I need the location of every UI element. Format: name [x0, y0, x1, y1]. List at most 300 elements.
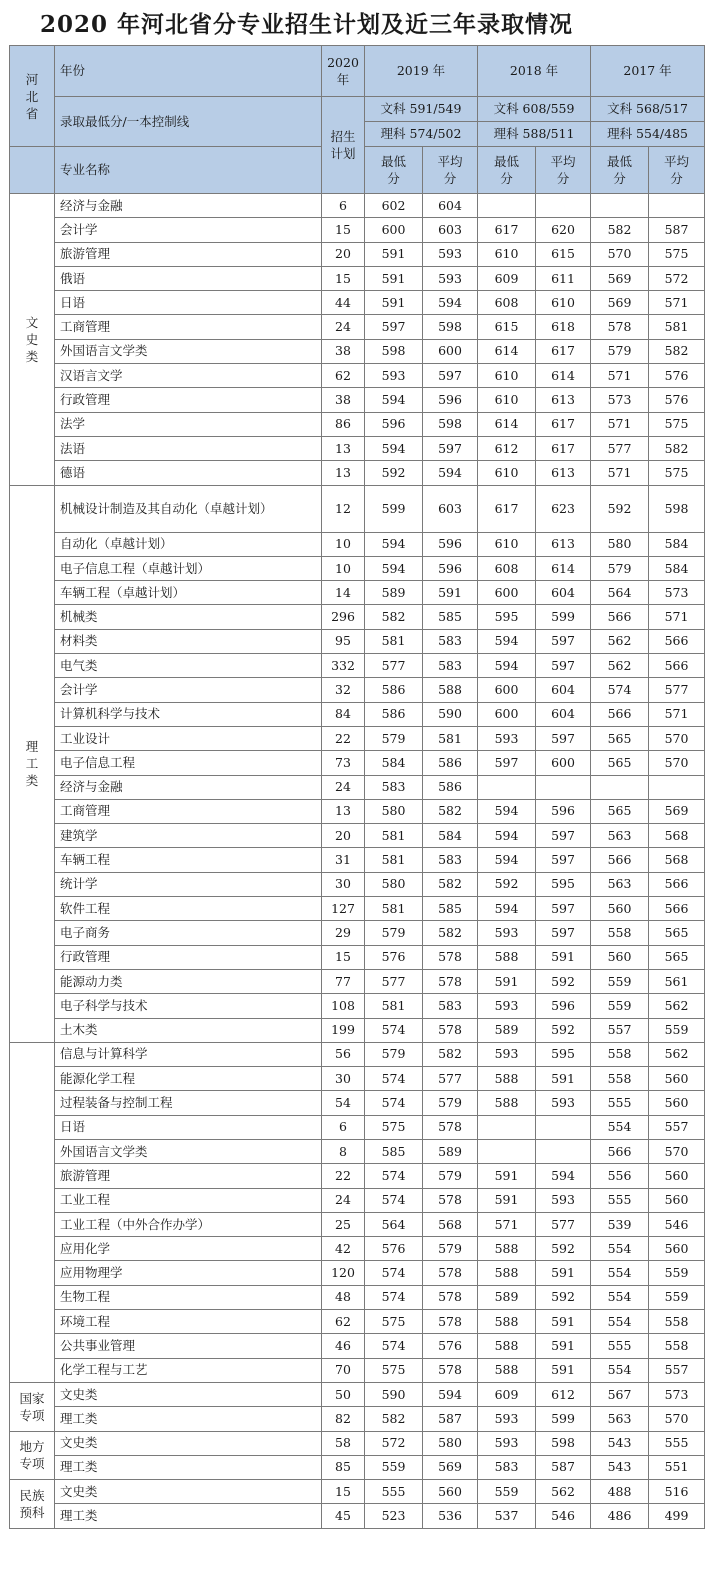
score-cell: 573: [649, 1382, 705, 1406]
avg-2019: 平均分: [423, 147, 478, 194]
score-cell: 6: [322, 194, 365, 218]
score-cell: 600: [478, 702, 536, 726]
score-cell: 597: [478, 751, 536, 775]
score-cell: 589: [478, 1018, 536, 1042]
major-name: 工业工程（中外合作办学）: [55, 1212, 322, 1236]
table-row: [10, 291, 705, 315]
score-cell: 558: [649, 1334, 705, 1358]
score-cell: 620: [536, 218, 591, 242]
major-name: 土木类: [55, 1018, 322, 1042]
score-cell: 558: [591, 1067, 649, 1091]
score-cell: 586: [423, 751, 478, 775]
score-cell: 559: [591, 994, 649, 1018]
score-cell: 594: [365, 388, 423, 412]
score-cell: 578: [423, 1188, 478, 1212]
score-cell: 599: [536, 605, 591, 629]
score-cell: 22: [322, 1164, 365, 1188]
score-cell: 559: [478, 1480, 536, 1504]
score-cell: 578: [423, 1310, 478, 1334]
major-name: 车辆工程: [55, 848, 322, 872]
major-name: 建筑学: [55, 824, 322, 848]
province-cell: 河北省: [10, 46, 55, 147]
score-cell: 559: [365, 1455, 423, 1479]
score-cell: 615: [536, 242, 591, 266]
score-cell: 594: [478, 799, 536, 823]
score-cell: 332: [322, 654, 365, 678]
score-cell: 574: [365, 1091, 423, 1115]
score-cell: 603: [423, 218, 478, 242]
major-name: 德语: [55, 461, 322, 485]
major-name: 过程装备与控制工程: [55, 1091, 322, 1115]
score-cell: 568: [649, 848, 705, 872]
score-cell: 608: [478, 556, 536, 580]
table-row: [10, 1358, 705, 1382]
score-cell: 577: [365, 969, 423, 993]
min-line-label: 录取最低分/一本控制线: [55, 97, 322, 147]
score-cell: 574: [365, 1334, 423, 1358]
score-cell: 567: [591, 1382, 649, 1406]
major-name: 自动化（卓越计划）: [55, 532, 322, 556]
score-cell: 604: [536, 581, 591, 605]
score-cell: 108: [322, 994, 365, 1018]
score-cell: 614: [536, 364, 591, 388]
score-cell: 588: [478, 945, 536, 969]
score-cell: 554: [591, 1261, 649, 1285]
score-cell: 576: [649, 364, 705, 388]
score-cell: 568: [423, 1212, 478, 1236]
score-cell: 30: [322, 1067, 365, 1091]
score-cell: 571: [591, 461, 649, 485]
score-cell: 594: [478, 848, 536, 872]
score-cell: 586: [365, 702, 423, 726]
score-cell: 560: [649, 1164, 705, 1188]
score-cell: 593: [423, 242, 478, 266]
year-2019: 2019 年: [365, 46, 478, 97]
score-cell: 613: [536, 461, 591, 485]
score-cell: 583: [423, 848, 478, 872]
score-cell: 578: [423, 1018, 478, 1042]
table-row: [10, 1407, 705, 1431]
score-cell: 592: [536, 1237, 591, 1261]
table-row: [10, 1504, 705, 1528]
major-name: 电子科学与技术: [55, 994, 322, 1018]
score-cell: 585: [365, 1139, 423, 1163]
score-cell: 588: [478, 1358, 536, 1382]
score-cell: 15: [322, 218, 365, 242]
score-cell: 595: [536, 872, 591, 896]
score-cell: 120: [322, 1261, 365, 1285]
score-cell: [591, 775, 649, 799]
score-cell: 579: [423, 1091, 478, 1115]
score-cell: 559: [649, 1261, 705, 1285]
score-cell: 574: [591, 678, 649, 702]
score-cell: 594: [365, 556, 423, 580]
score-cell: 566: [649, 654, 705, 678]
table-row: [10, 485, 705, 532]
major-name: 经济与金融: [55, 194, 322, 218]
score-cell: 12: [322, 485, 365, 532]
score-cell: 555: [365, 1480, 423, 1504]
score-cell: 571: [649, 605, 705, 629]
major-name: 公共事业管理: [55, 1334, 322, 1358]
score-cell: 600: [423, 339, 478, 363]
score-cell: 588: [478, 1310, 536, 1334]
score-cell: 584: [423, 824, 478, 848]
score-cell: 617: [478, 218, 536, 242]
score-cell: 597: [423, 364, 478, 388]
score-cell: 543: [591, 1455, 649, 1479]
score-cell: 572: [365, 1431, 423, 1455]
score-cell: 551: [649, 1455, 705, 1479]
score-cell: 617: [536, 339, 591, 363]
group-label: [10, 1042, 55, 1382]
score-cell: 586: [365, 678, 423, 702]
score-cell: 578: [423, 1358, 478, 1382]
table-row: [10, 969, 705, 993]
table-row: [10, 315, 705, 339]
score-cell: 570: [649, 1139, 705, 1163]
major-name: 电子信息工程: [55, 751, 322, 775]
score-cell: 612: [478, 436, 536, 460]
score-cell: [649, 775, 705, 799]
score-cell: 587: [536, 1455, 591, 1479]
score-cell: 573: [591, 388, 649, 412]
score-cell: 565: [649, 945, 705, 969]
score-cell: 610: [478, 461, 536, 485]
table-row: [10, 702, 705, 726]
admission-table: [9, 45, 705, 1529]
score-cell: 581: [365, 897, 423, 921]
score-cell: 554: [591, 1115, 649, 1139]
score-cell: 557: [649, 1358, 705, 1382]
score-cell: 38: [322, 339, 365, 363]
score-cell: 559: [649, 1018, 705, 1042]
score-cell: [536, 1139, 591, 1163]
major-name: 机械设计制造及其自动化（卓越计划）: [55, 485, 322, 532]
score-cell: 587: [649, 218, 705, 242]
score-cell: [478, 775, 536, 799]
score-cell: 599: [536, 1407, 591, 1431]
avg-2018: 平均分: [536, 147, 591, 194]
table-row: [10, 897, 705, 921]
score-cell: 604: [423, 194, 478, 218]
score-cell: 8: [322, 1139, 365, 1163]
score-cell: 86: [322, 412, 365, 436]
score-cell: 563: [591, 1407, 649, 1431]
min-2017: 最低分: [591, 147, 649, 194]
lk-2017: 理科 554/485: [591, 122, 705, 147]
score-cell: 559: [649, 1285, 705, 1309]
score-cell: 15: [322, 266, 365, 290]
score-cell: 611: [536, 266, 591, 290]
group-label: 理工类: [10, 485, 55, 1042]
score-cell: 583: [423, 654, 478, 678]
score-cell: 572: [649, 266, 705, 290]
score-cell: 592: [536, 1285, 591, 1309]
score-cell: 13: [322, 461, 365, 485]
score-cell: 85: [322, 1455, 365, 1479]
score-cell: 48: [322, 1285, 365, 1309]
score-cell: 560: [423, 1480, 478, 1504]
score-cell: 582: [423, 799, 478, 823]
score-cell: 596: [423, 388, 478, 412]
table-row: [10, 799, 705, 823]
year-2017: 2017 年: [591, 46, 705, 97]
score-cell: 613: [536, 388, 591, 412]
score-cell: 598: [365, 339, 423, 363]
score-cell: 581: [365, 629, 423, 653]
score-cell: 623: [536, 485, 591, 532]
score-cell: 610: [478, 364, 536, 388]
score-cell: 594: [423, 461, 478, 485]
score-cell: 13: [322, 799, 365, 823]
table-row: [10, 339, 705, 363]
score-cell: 589: [365, 581, 423, 605]
major-name: 环境工程: [55, 1310, 322, 1334]
table-body: [10, 194, 705, 1529]
score-cell: 614: [478, 339, 536, 363]
table-row: [10, 1285, 705, 1309]
major-name: 文史类: [55, 1382, 322, 1406]
score-cell: 570: [649, 1407, 705, 1431]
score-cell: 38: [322, 388, 365, 412]
table-row: [10, 1237, 705, 1261]
table-row: [10, 1480, 705, 1504]
score-cell: 591: [423, 581, 478, 605]
score-cell: 593: [536, 1091, 591, 1115]
score-cell: 576: [649, 388, 705, 412]
score-cell: 565: [591, 799, 649, 823]
score-cell: [478, 194, 536, 218]
score-cell: 575: [649, 412, 705, 436]
score-cell: 31: [322, 848, 365, 872]
score-cell: 582: [365, 605, 423, 629]
score-cell: 24: [322, 775, 365, 799]
score-cell: 574: [365, 1188, 423, 1212]
score-cell: 566: [591, 702, 649, 726]
score-cell: 555: [591, 1188, 649, 1212]
score-cell: 562: [536, 1480, 591, 1504]
major-name: 车辆工程（卓越计划）: [55, 581, 322, 605]
score-cell: 582: [423, 921, 478, 945]
score-cell: 546: [649, 1212, 705, 1236]
score-cell: 610: [478, 388, 536, 412]
score-cell: 15: [322, 1480, 365, 1504]
score-cell: 571: [591, 364, 649, 388]
score-cell: 617: [536, 412, 591, 436]
score-cell: 594: [478, 654, 536, 678]
table-row: [10, 1431, 705, 1455]
score-cell: 6: [322, 1115, 365, 1139]
major-name: 化学工程与工艺: [55, 1358, 322, 1382]
score-cell: 592: [591, 485, 649, 532]
score-cell: [536, 775, 591, 799]
score-cell: 597: [423, 436, 478, 460]
score-cell: 14: [322, 581, 365, 605]
score-cell: 597: [536, 824, 591, 848]
major-name: 理工类: [55, 1455, 322, 1479]
score-cell: 591: [365, 291, 423, 315]
score-cell: 582: [649, 436, 705, 460]
score-cell: 597: [536, 629, 591, 653]
score-cell: 578: [423, 1115, 478, 1139]
score-cell: 593: [478, 1042, 536, 1066]
score-cell: 589: [478, 1285, 536, 1309]
score-cell: 596: [536, 799, 591, 823]
major-name: 机械类: [55, 605, 322, 629]
major-name: 外国语言文学类: [55, 339, 322, 363]
score-cell: 597: [365, 315, 423, 339]
major-name: 行政管理: [55, 388, 322, 412]
table-row: [10, 1261, 705, 1285]
score-cell: 608: [478, 291, 536, 315]
table-row: [10, 945, 705, 969]
score-cell: 593: [478, 921, 536, 945]
score-cell: 20: [322, 824, 365, 848]
table-row: [10, 824, 705, 848]
score-cell: 582: [365, 1407, 423, 1431]
major-name: 材料类: [55, 629, 322, 653]
score-cell: 598: [423, 315, 478, 339]
score-cell: 587: [423, 1407, 478, 1431]
table-row: [10, 678, 705, 702]
score-cell: 574: [365, 1164, 423, 1188]
score-cell: 603: [423, 485, 478, 532]
score-cell: 579: [365, 1042, 423, 1066]
major-name: 汉语言文学: [55, 364, 322, 388]
score-cell: 583: [365, 775, 423, 799]
wk-2017: 文科 568/517: [591, 97, 705, 122]
score-cell: 617: [536, 436, 591, 460]
score-cell: 560: [649, 1237, 705, 1261]
score-cell: 555: [649, 1431, 705, 1455]
score-cell: 574: [365, 1018, 423, 1042]
score-cell: 566: [649, 629, 705, 653]
score-cell: 597: [536, 897, 591, 921]
score-cell: 573: [649, 581, 705, 605]
table-row: [10, 461, 705, 485]
score-cell: 618: [536, 315, 591, 339]
score-cell: 536: [423, 1504, 478, 1528]
major-name: 电子信息工程（卓越计划）: [55, 556, 322, 580]
score-cell: 566: [591, 1139, 649, 1163]
score-cell: 557: [591, 1018, 649, 1042]
table-row: [10, 436, 705, 460]
score-cell: 617: [478, 485, 536, 532]
score-cell: 580: [423, 1431, 478, 1455]
group-label: 国家专项: [10, 1382, 55, 1431]
score-cell: 546: [536, 1504, 591, 1528]
score-cell: 588: [478, 1261, 536, 1285]
score-cell: 560: [591, 945, 649, 969]
score-cell: 564: [365, 1212, 423, 1236]
score-cell: [591, 194, 649, 218]
score-cell: 82: [322, 1407, 365, 1431]
score-cell: 562: [591, 654, 649, 678]
table-row: [10, 1164, 705, 1188]
score-cell: 58: [322, 1431, 365, 1455]
score-cell: 569: [649, 799, 705, 823]
score-cell: 571: [649, 702, 705, 726]
score-cell: 581: [649, 315, 705, 339]
table-row: [10, 218, 705, 242]
score-cell: 10: [322, 532, 365, 556]
group-label: 地方专项: [10, 1431, 55, 1480]
score-cell: 584: [365, 751, 423, 775]
score-cell: 591: [365, 266, 423, 290]
major-name: 能源动力类: [55, 969, 322, 993]
score-cell: 577: [365, 654, 423, 678]
score-cell: 610: [536, 291, 591, 315]
score-cell: 592: [536, 969, 591, 993]
major-name: 电子商务: [55, 921, 322, 945]
score-cell: 558: [591, 921, 649, 945]
score-cell: [478, 1139, 536, 1163]
score-cell: 591: [536, 1310, 591, 1334]
score-cell: 568: [649, 824, 705, 848]
score-cell: 583: [423, 629, 478, 653]
major-name: 计算机科学与技术: [55, 702, 322, 726]
major-name: 日语: [55, 1115, 322, 1139]
score-cell: 578: [423, 969, 478, 993]
score-cell: 537: [478, 1504, 536, 1528]
table-row: [10, 1212, 705, 1236]
major-name: 工商管理: [55, 315, 322, 339]
score-cell: 591: [478, 969, 536, 993]
table-row: [10, 532, 705, 556]
score-cell: 591: [365, 242, 423, 266]
score-cell: 42: [322, 1237, 365, 1261]
major-name: 会计学: [55, 218, 322, 242]
score-cell: 591: [536, 1261, 591, 1285]
score-cell: 488: [591, 1480, 649, 1504]
score-cell: 499: [649, 1504, 705, 1528]
major-name: 法语: [55, 436, 322, 460]
score-cell: 593: [365, 364, 423, 388]
wk-2018: 文科 608/559: [478, 97, 591, 122]
score-cell: 594: [478, 824, 536, 848]
score-cell: 580: [591, 532, 649, 556]
score-cell: 596: [365, 412, 423, 436]
table-row: [10, 605, 705, 629]
score-cell: 563: [591, 824, 649, 848]
score-cell: 20: [322, 242, 365, 266]
score-cell: 591: [536, 1334, 591, 1358]
score-cell: 588: [478, 1237, 536, 1261]
score-cell: 579: [365, 921, 423, 945]
score-cell: 566: [591, 605, 649, 629]
table-row: [10, 581, 705, 605]
score-cell: 46: [322, 1334, 365, 1358]
score-cell: 590: [423, 702, 478, 726]
score-cell: 583: [478, 1455, 536, 1479]
score-cell: 583: [423, 994, 478, 1018]
major-name: 理工类: [55, 1504, 322, 1528]
score-cell: 600: [536, 751, 591, 775]
table-row: [10, 751, 705, 775]
major-name: 外国语言文学类: [55, 1139, 322, 1163]
score-cell: 576: [423, 1334, 478, 1358]
plan-label: 招生计划: [322, 97, 365, 194]
score-cell: 516: [649, 1480, 705, 1504]
score-cell: 579: [591, 339, 649, 363]
table-row: [10, 1382, 705, 1406]
wk-2019: 文科 591/549: [365, 97, 478, 122]
table-row: [10, 1334, 705, 1358]
score-cell: [536, 194, 591, 218]
score-cell: 22: [322, 726, 365, 750]
major-name: 经济与金融: [55, 775, 322, 799]
